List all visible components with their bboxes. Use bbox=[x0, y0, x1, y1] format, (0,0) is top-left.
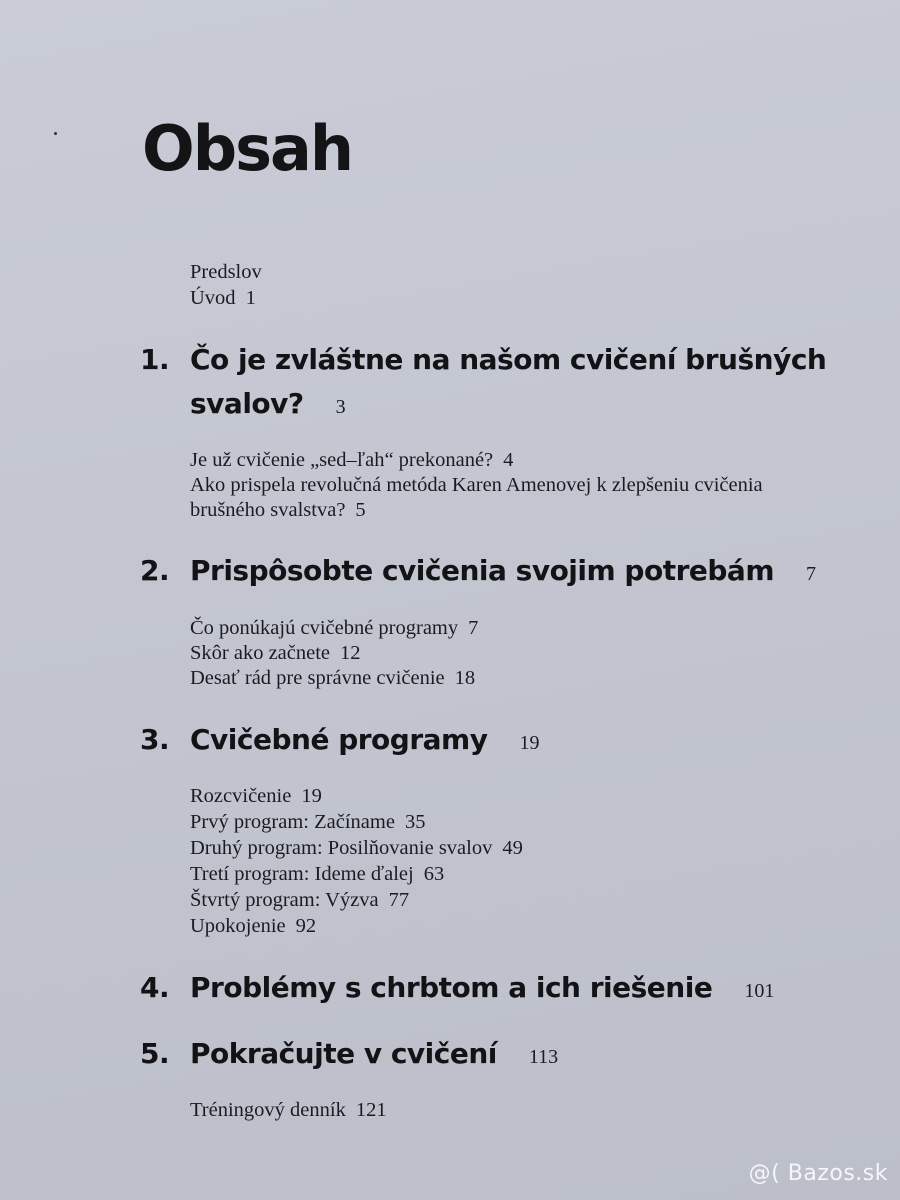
entry-label: Upokojenie bbox=[190, 915, 286, 937]
chapter-1-heading bbox=[140, 343, 827, 376]
entry-label: Je už cvičenie „sed–ľah“ prekonané? bbox=[190, 449, 494, 471]
entry-page: 18 bbox=[454, 667, 476, 689]
site-watermark: @( Bazos.sk bbox=[748, 1161, 888, 1186]
entry-page: 49 bbox=[502, 837, 523, 859]
entry-label: Skôr ako začnete bbox=[190, 642, 331, 664]
chapter-title: Cvičebné programy bbox=[190, 723, 488, 756]
toc-entry bbox=[190, 786, 322, 807]
toc-entry bbox=[190, 916, 316, 937]
chapter-number: 2. bbox=[140, 554, 170, 587]
chapter-3-heading bbox=[140, 723, 540, 756]
entry-page: 7 bbox=[468, 617, 479, 639]
entry-label: Desať rád pre správne cvičenie bbox=[190, 667, 445, 689]
toc-entry bbox=[190, 812, 425, 833]
chapter-title: Pokračujte v cvičení bbox=[190, 1037, 497, 1070]
entry-page: 92 bbox=[295, 915, 317, 937]
toc-entry bbox=[190, 668, 475, 689]
chapter-page: 3 bbox=[335, 396, 346, 418]
toc-entry bbox=[190, 618, 478, 639]
toc-entry bbox=[190, 450, 513, 471]
chapter-page: 113 bbox=[528, 1046, 559, 1068]
entry-label: Predslov bbox=[190, 261, 262, 283]
toc-entry bbox=[190, 475, 763, 496]
entry-label: Čo ponúkajú cvičebné programy bbox=[190, 617, 459, 639]
entry-label: Druhý program: Posilňovanie svalov bbox=[190, 837, 493, 859]
entry-label: Tréningový denník bbox=[190, 1099, 346, 1121]
toc-entry bbox=[190, 500, 366, 521]
chapter-number: 1. bbox=[140, 343, 170, 376]
entry-label: Rozcvičenie bbox=[190, 785, 292, 807]
toc-entry bbox=[190, 864, 444, 885]
toc-entry bbox=[190, 1100, 387, 1121]
entry-page: 35 bbox=[404, 811, 426, 833]
speck-mark bbox=[54, 132, 57, 135]
entry-page: 12 bbox=[340, 642, 361, 664]
chapter-number: 5. bbox=[140, 1037, 170, 1070]
chapter-title: Čo je zvláštne na našom cvičení brušných bbox=[190, 343, 827, 376]
entry-page: 121 bbox=[355, 1099, 387, 1121]
toc-entry-predslov bbox=[190, 262, 262, 283]
entry-page: 4 bbox=[503, 449, 514, 471]
entry-label: Tretí program: Ideme ďalej bbox=[190, 863, 414, 885]
toc-entry bbox=[190, 643, 361, 664]
page-title: Obsah bbox=[142, 112, 352, 185]
chapter-5-heading bbox=[140, 1037, 559, 1070]
chapter-title: Problémy s chrbtom a ich riešenie bbox=[190, 971, 713, 1004]
chapter-page: 101 bbox=[744, 980, 775, 1002]
chapter-title-cont: svalov? bbox=[190, 387, 304, 420]
entry-label: Prvý program: Začíname bbox=[190, 811, 395, 833]
entry-page: 1 bbox=[245, 287, 256, 309]
chapter-page: 19 bbox=[519, 732, 540, 754]
toc-entry bbox=[190, 890, 409, 911]
chapter-1-heading-cont bbox=[140, 387, 346, 420]
entry-label: Štvrtý program: Výzva bbox=[190, 889, 379, 911]
toc-entry-uvod bbox=[190, 288, 256, 309]
chapter-page: 7 bbox=[806, 563, 816, 585]
entry-page: 19 bbox=[301, 785, 322, 807]
entry-page: 5 bbox=[355, 499, 366, 521]
entry-page: 63 bbox=[423, 863, 445, 885]
chapter-2-heading bbox=[140, 554, 816, 587]
entry-page: 77 bbox=[388, 889, 410, 911]
chapter-4-heading bbox=[140, 971, 775, 1004]
entry-label: Úvod bbox=[190, 287, 236, 309]
entry-label: brušného svalstva? bbox=[190, 499, 346, 521]
toc-entry bbox=[190, 838, 523, 859]
entry-label: Ako prispela revolučná metóda Karen Amenovej k zlepšeniu cvičenia bbox=[190, 474, 763, 496]
chapter-number: 4. bbox=[140, 971, 170, 1004]
chapter-number: 3. bbox=[140, 723, 170, 756]
chapter-title: Prispôsobte cvičenia svojim potrebám bbox=[190, 554, 774, 587]
